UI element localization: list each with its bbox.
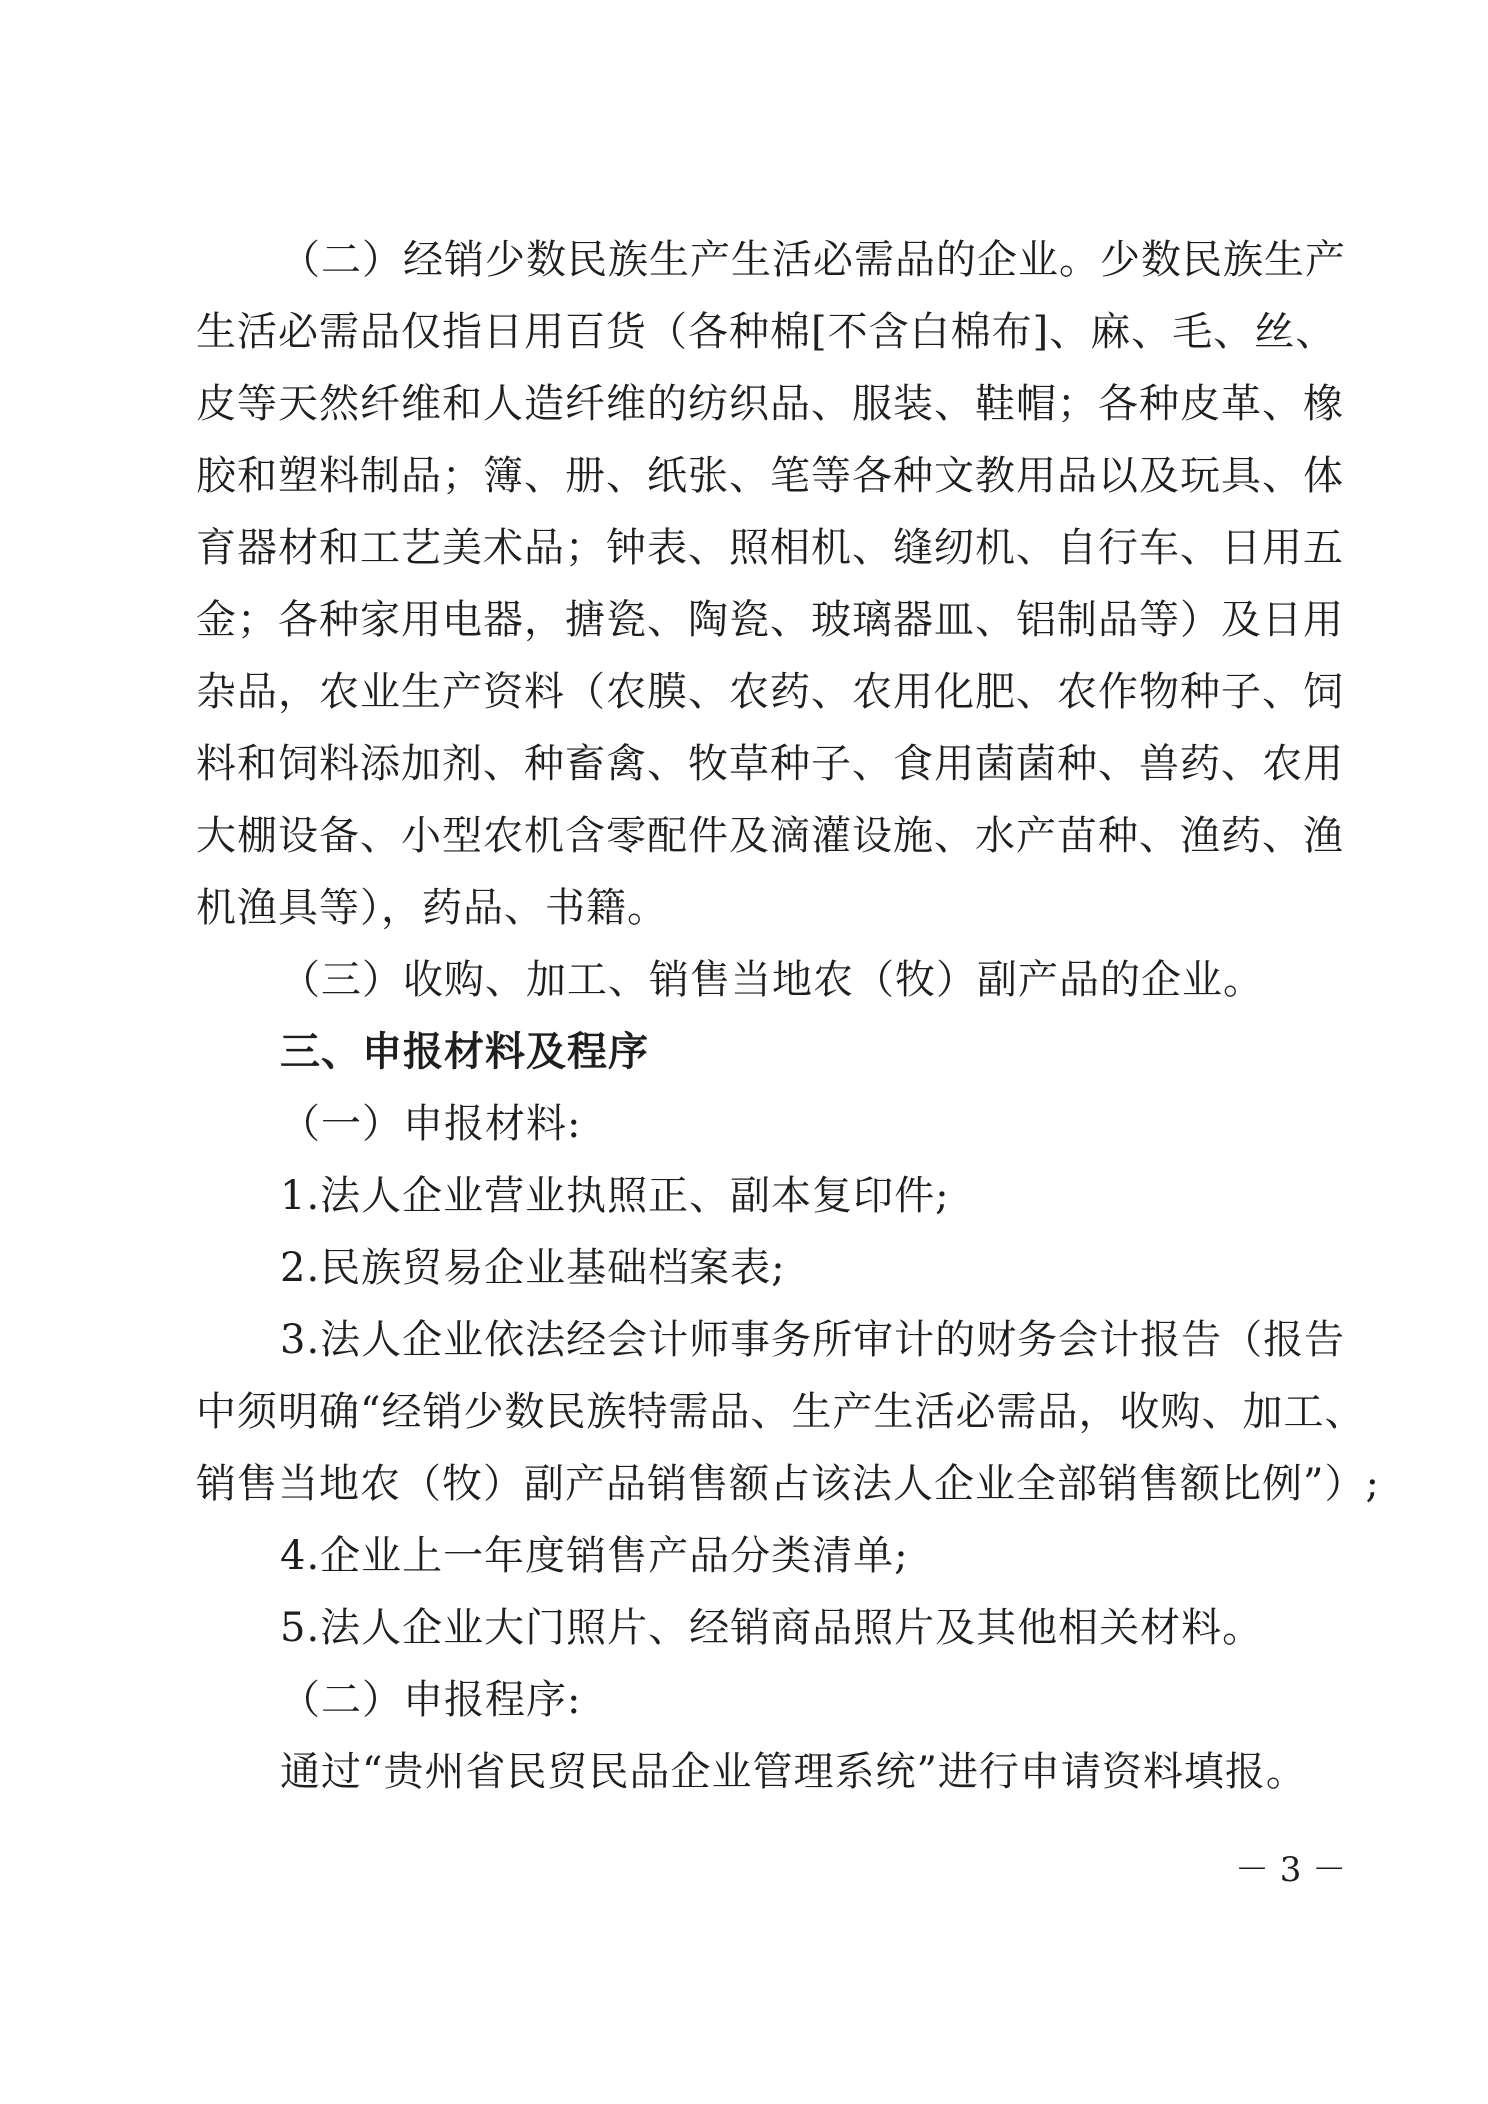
paragraph-line: 大棚设备、小型农机含零配件及滴灌设施、水产苗种、渔药、渔 [196,813,1344,859]
subsection-heading: （二）申报程序: [280,1677,582,1723]
list-item: 1.法人企业营业执照正、副本复印件; [280,1173,950,1219]
paragraph-line: 生活必需品仅指日用百货（各种棉[不含白棉布]、麻、毛、丝、 [196,309,1337,355]
paragraph-line: 通过“贵州省民贸民品企业管理系统”进行申请资料填报。 [280,1749,1307,1795]
paragraph-line: 育器材和工艺美术品；钟表、照相机、缝纫机、自行车、日用五 [196,525,1344,571]
list-item: 2.民族贸易企业基础档案表; [280,1245,786,1291]
list-item: 5.法人企业大门照片、经销商品照片及其他相关材料。 [280,1605,1264,1651]
paragraph-line: 料和饲料添加剂、种畜禽、牧草种子、食用菌菌种、兽药、农用 [196,741,1344,787]
paragraph-line: 机渔具等），药品、书籍。 [196,885,668,931]
list-item-continuation: 销售当地农（牧）副产品销售额占该法人企业全部销售额比例”）; [196,1461,1380,1507]
paragraph-line: 胶和塑料制品；簿、册、纸张、笔等各种文教用品以及玩具、体 [196,453,1344,499]
paragraph-line: 皮等天然纤维和人造纤维的纺织品、服装、鞋帽；各种皮革、橡 [196,381,1344,427]
subsection-heading: （一）申报材料: [280,1101,582,1147]
paragraph-line: 杂品，农业生产资料（农膜、农药、农用化肥、农作物种子、饲 [196,669,1344,715]
section-heading: 三、申报材料及程序 [280,1029,649,1075]
page-number: － 3 － [1235,1850,1347,1890]
paragraph-line: 金；各种家用电器，搪瓷、陶瓷、玻璃器皿、铝制品等）及日用 [196,597,1344,643]
paragraph-line: （二）经销少数民族生产生活必需品的企业。少数民族生产 [280,237,1346,283]
list-item-continuation: 中须明确“经销少数民族特需品、生产生活必需品，收购、加工、 [196,1389,1366,1435]
list-item: 3.法人企业依法经会计师事务所审计的财务会计报告（报告 [280,1317,1346,1363]
list-item: 4.企业上一年度销售产品分类清单; [280,1533,909,1579]
paragraph-line: （三）收购、加工、销售当地农（牧）副产品的企业。 [280,957,1264,1003]
